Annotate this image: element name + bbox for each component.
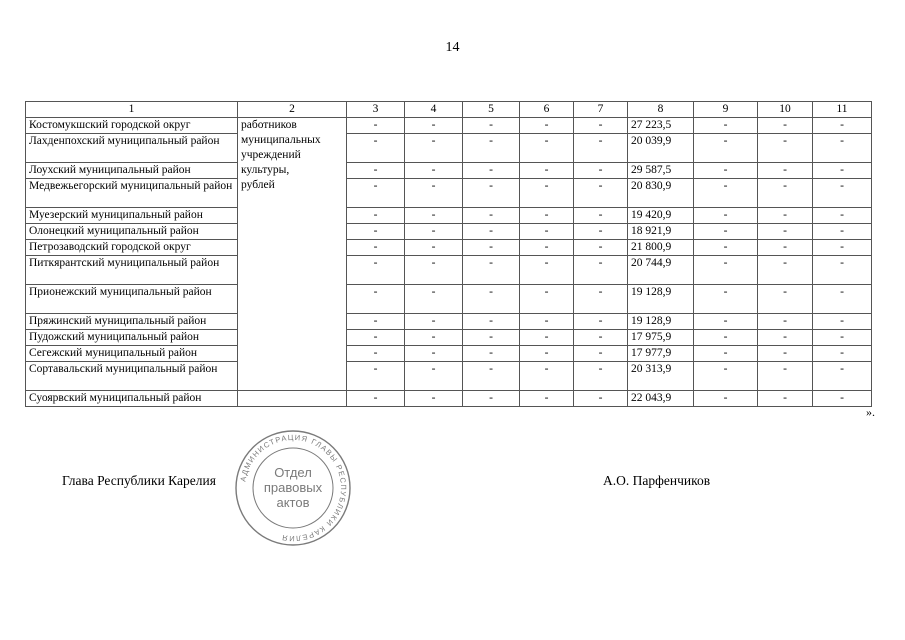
value-cell: - <box>813 118 872 134</box>
value-cell: - <box>758 240 813 256</box>
value-cell: - <box>347 118 405 134</box>
value-cell: - <box>758 134 813 163</box>
value-cell: - <box>347 224 405 240</box>
value-cell: 17 977,9 <box>628 346 694 362</box>
value-cell: - <box>463 163 520 179</box>
value-cell: - <box>758 208 813 224</box>
value-cell: - <box>574 330 628 346</box>
value-cell: 18 921,9 <box>628 224 694 240</box>
value-cell: - <box>405 346 463 362</box>
value-cell: - <box>347 285 405 314</box>
value-cell: - <box>463 118 520 134</box>
value-cell: - <box>758 391 813 407</box>
table-row <box>26 224 872 240</box>
value-cell: - <box>758 285 813 314</box>
value-cell: - <box>694 118 758 134</box>
value-cell: - <box>405 362 463 391</box>
table-row <box>26 240 872 256</box>
value-cell: - <box>405 163 463 179</box>
value-cell: - <box>405 256 463 285</box>
region-name: Медвежьегорский муниципальный район <box>26 179 238 208</box>
region-name: Лахденпохский муниципальный район <box>26 134 238 163</box>
value-cell: - <box>813 179 872 208</box>
indicator-line: работников <box>241 119 297 131</box>
value-cell: - <box>758 163 813 179</box>
column-header: 9 <box>694 102 758 118</box>
value-cell: - <box>347 163 405 179</box>
value-cell: - <box>347 179 405 208</box>
value-cell: - <box>758 362 813 391</box>
value-cell: - <box>463 362 520 391</box>
value-cell: - <box>520 179 574 208</box>
value-cell: - <box>520 391 574 407</box>
value-cell: - <box>694 163 758 179</box>
value-cell: - <box>694 208 758 224</box>
value-cell: - <box>347 362 405 391</box>
column-header: 2 <box>238 102 347 118</box>
value-cell: 20 830,9 <box>628 179 694 208</box>
table-row <box>26 285 872 314</box>
value-cell: - <box>463 134 520 163</box>
value-cell: 22 043,9 <box>628 391 694 407</box>
value-cell: - <box>758 256 813 285</box>
value-cell: - <box>813 346 872 362</box>
value-cell: - <box>405 224 463 240</box>
table-row <box>26 346 872 362</box>
value-cell: - <box>574 362 628 391</box>
value-cell: - <box>347 330 405 346</box>
region-name: Пудожский муниципальный район <box>26 330 238 346</box>
value-cell: - <box>520 208 574 224</box>
value-cell: - <box>405 391 463 407</box>
value-cell: - <box>574 163 628 179</box>
table-row <box>26 330 872 346</box>
table-row <box>26 179 872 208</box>
region-name: Костомукшский городской округ <box>26 118 238 134</box>
table-row <box>26 134 872 163</box>
value-cell: - <box>574 224 628 240</box>
region-name: Петрозаводский городской округ <box>26 240 238 256</box>
value-cell: - <box>463 224 520 240</box>
value-cell: 21 800,9 <box>628 240 694 256</box>
value-cell: - <box>520 314 574 330</box>
region-name: Сегежский муниципальный район <box>26 346 238 362</box>
value-cell: - <box>463 330 520 346</box>
indicator-cell-empty <box>238 391 347 407</box>
table-row <box>26 362 872 391</box>
column-header: 7 <box>574 102 628 118</box>
region-name: Муезерский муниципальный район <box>26 208 238 224</box>
value-cell: - <box>520 330 574 346</box>
value-cell: - <box>405 330 463 346</box>
value-cell: - <box>405 285 463 314</box>
value-cell: 20 744,9 <box>628 256 694 285</box>
value-cell: - <box>405 314 463 330</box>
svg-text:Отдел: Отдел <box>274 465 312 480</box>
signatory-title: Глава Республики Карелия <box>62 473 216 488</box>
value-cell: - <box>813 134 872 163</box>
indicator-line: рублей <box>241 179 275 191</box>
value-cell: - <box>463 240 520 256</box>
value-cell: - <box>694 256 758 285</box>
value-cell: - <box>405 179 463 208</box>
value-cell: - <box>758 346 813 362</box>
table-row <box>26 314 872 330</box>
value-cell: - <box>347 391 405 407</box>
value-cell: 29 587,5 <box>628 163 694 179</box>
value-cell: - <box>347 314 405 330</box>
value-cell: - <box>520 240 574 256</box>
region-name: Питкярантский муниципальный район <box>26 256 238 285</box>
value-cell: - <box>813 224 872 240</box>
value-cell: - <box>694 134 758 163</box>
indicator-line: учреждений <box>241 149 301 161</box>
indicator-line: культуры, <box>241 164 290 176</box>
data-table <box>25 101 872 407</box>
table-row <box>26 208 872 224</box>
value-cell: - <box>694 346 758 362</box>
value-cell: - <box>347 346 405 362</box>
column-header: 4 <box>405 102 463 118</box>
region-name: Олонецкий муниципальный район <box>26 224 238 240</box>
value-cell: - <box>405 134 463 163</box>
column-header: 11 <box>813 102 872 118</box>
value-cell: - <box>463 391 520 407</box>
svg-text:АДМИНИСТРАЦИЯ ГЛАВЫ РЕСПУБЛИКИ: АДМИНИСТРАЦИЯ ГЛАВЫ РЕСПУБЛИКИ КАРЕЛИЯ <box>238 432 349 544</box>
value-cell: - <box>347 134 405 163</box>
value-cell: - <box>520 224 574 240</box>
region-name: Лоухский муниципальный район <box>26 163 238 179</box>
value-cell: - <box>574 240 628 256</box>
column-header: 10 <box>758 102 813 118</box>
value-cell: - <box>813 314 872 330</box>
value-cell: - <box>813 256 872 285</box>
indicator-line: муниципальных <box>241 134 321 146</box>
region-name: Пряжинский муниципальный район <box>26 314 238 330</box>
value-cell: - <box>463 346 520 362</box>
value-cell: - <box>694 179 758 208</box>
value-cell: - <box>694 362 758 391</box>
value-cell: 17 975,9 <box>628 330 694 346</box>
stamp-seal <box>233 428 353 548</box>
value-cell: 19 420,9 <box>628 208 694 224</box>
value-cell: 20 039,9 <box>628 134 694 163</box>
indicator-cell <box>238 118 347 391</box>
value-cell: - <box>574 208 628 224</box>
value-cell: 20 313,9 <box>628 362 694 391</box>
value-cell: - <box>813 330 872 346</box>
value-cell: - <box>520 118 574 134</box>
table-row <box>26 391 872 407</box>
value-cell: - <box>574 346 628 362</box>
value-cell: - <box>405 118 463 134</box>
table-row <box>26 118 872 134</box>
value-cell: - <box>574 179 628 208</box>
value-cell: - <box>758 179 813 208</box>
value-cell: - <box>463 179 520 208</box>
column-header: 8 <box>628 102 694 118</box>
value-cell: - <box>694 314 758 330</box>
svg-text:правовых: правовых <box>263 480 323 495</box>
value-cell: - <box>520 362 574 391</box>
value-cell: - <box>813 240 872 256</box>
column-header: 1 <box>26 102 238 118</box>
value-cell: - <box>520 285 574 314</box>
value-cell: - <box>574 134 628 163</box>
value-cell: - <box>694 224 758 240</box>
value-cell: - <box>758 330 813 346</box>
table-row <box>26 256 872 285</box>
column-header: 3 <box>347 102 405 118</box>
value-cell: - <box>347 208 405 224</box>
value-cell: - <box>758 118 813 134</box>
header-row <box>26 102 872 118</box>
value-cell: 19 128,9 <box>628 285 694 314</box>
value-cell: - <box>405 240 463 256</box>
value-cell: - <box>520 163 574 179</box>
value-cell: - <box>758 314 813 330</box>
value-cell: - <box>694 330 758 346</box>
value-cell: - <box>574 285 628 314</box>
value-cell: - <box>813 362 872 391</box>
value-cell: - <box>694 285 758 314</box>
signatory-name: А.О. Парфенчиков <box>603 473 711 488</box>
value-cell: - <box>574 256 628 285</box>
table-row <box>26 163 872 179</box>
value-cell: - <box>347 256 405 285</box>
value-cell: - <box>463 256 520 285</box>
svg-text:актов: актов <box>276 495 310 510</box>
value-cell: - <box>405 208 463 224</box>
value-cell: 19 128,9 <box>628 314 694 330</box>
page-number: 14 <box>445 40 460 55</box>
value-cell: - <box>574 391 628 407</box>
value-cell: - <box>347 240 405 256</box>
value-cell: - <box>813 391 872 407</box>
value-cell: - <box>813 208 872 224</box>
region-name: Суоярвский муниципальный район <box>26 391 238 407</box>
value-cell: - <box>520 134 574 163</box>
value-cell: 27 223,5 <box>628 118 694 134</box>
value-cell: - <box>463 314 520 330</box>
closing-quote: ». <box>866 405 875 419</box>
column-header: 5 <box>463 102 520 118</box>
value-cell: - <box>520 256 574 285</box>
value-cell: - <box>694 240 758 256</box>
value-cell: - <box>758 224 813 240</box>
value-cell: - <box>520 346 574 362</box>
value-cell: - <box>813 285 872 314</box>
table-body <box>26 118 872 407</box>
region-name: Сортавальский муниципальный район <box>26 362 238 391</box>
value-cell: - <box>463 285 520 314</box>
value-cell: - <box>463 208 520 224</box>
value-cell: - <box>574 314 628 330</box>
value-cell: - <box>813 163 872 179</box>
value-cell: - <box>574 118 628 134</box>
region-name: Прионежский муниципальный район <box>26 285 238 314</box>
value-cell: - <box>694 391 758 407</box>
column-header: 6 <box>520 102 574 118</box>
